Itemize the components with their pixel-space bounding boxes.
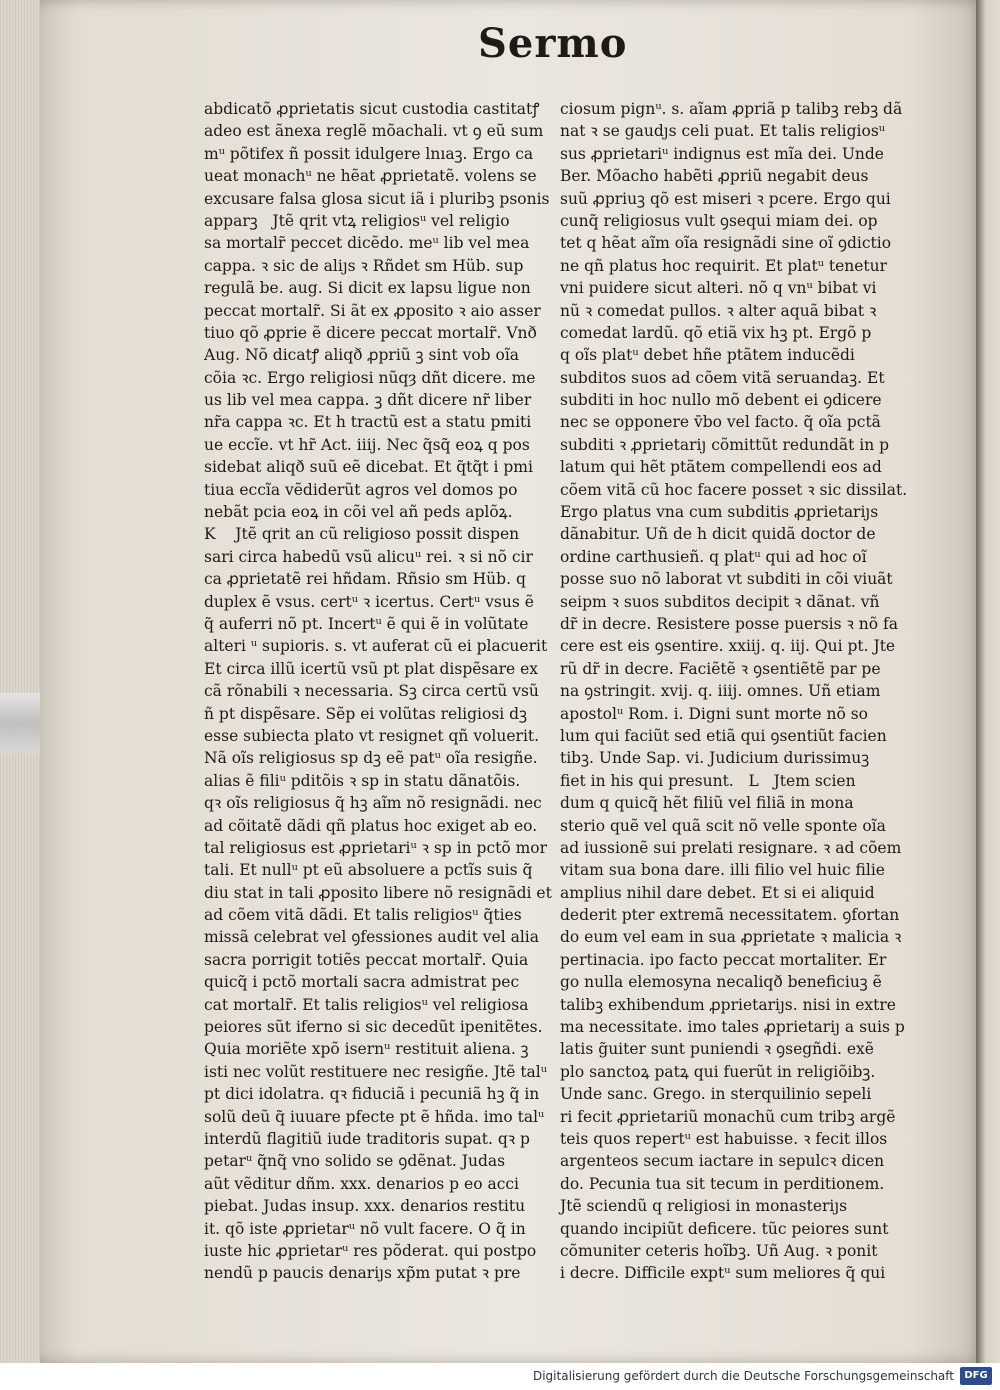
text-line: ad cõem vitã dãdi. Et talis religiosᵘ q̃ties bbox=[204, 906, 522, 925]
dfg-logo: DFG bbox=[960, 1367, 992, 1385]
running-header: Sermo bbox=[478, 20, 628, 67]
text-line: latis g̃uiter sunt puniendi ꝛ ꝯsegñdi. exẽ bbox=[560, 1040, 874, 1059]
text-line: nebãt pcia eoꝝ in cõi vel añ peds aplõꝝ. bbox=[204, 503, 513, 522]
text-line: nec se opponere v̄bo vel facto. q̃ oĩa pctã bbox=[560, 413, 881, 432]
text-line: cappa. ꝛ sic de aliȷs ꝛ Rñdet sm Hüb. sup bbox=[204, 256, 524, 275]
text-line: apparꝫ Jtẽ qrit vtꝝ religiosᵘ vel religio bbox=[204, 211, 510, 230]
text-line: peiores sũt iferno si sic decedũt ipenitẽtes. bbox=[204, 1018, 543, 1037]
text-line: aũt vẽditur dñm. xxx. denarios p eo acci bbox=[204, 1174, 520, 1193]
text-line: na ꝯstringit. xvij. q. iiij. omnes. Uñ etiam bbox=[560, 682, 881, 701]
text-line: vitam sua bona dare. illi filio vel huic filie bbox=[560, 861, 885, 880]
footer-credit: Digitalisierung gefördert durch die Deutsche Forschungsgemeinschaft bbox=[532, 1369, 954, 1383]
text-line: dederit pter extremã necessitatem. ꝯfortan bbox=[560, 906, 900, 925]
text-line: cõmuniter ceteris hoĩbꝫ. Uñ Aug. ꝛ ponit bbox=[560, 1241, 878, 1260]
text-line: latum qui hẽt ptãtem compellendi eos ad bbox=[560, 458, 882, 477]
facing-page-edge bbox=[976, 0, 1000, 1363]
text-line: cõia ꝛc. Ergo religiosi nũqȝ dñt dicere. me bbox=[204, 368, 536, 387]
text-line: ca ꝓprietatẽ rei hñdam. Rñsio sm Hüb. q bbox=[204, 570, 526, 589]
text-line: tal religiosus est ꝓprietariᵘ ꝛ sp in pctõ mor bbox=[204, 838, 548, 857]
text-line: esse subiecta plato vt resignet qñ voluerit. bbox=[204, 726, 540, 745]
text-line: sterio quẽ vel quã scit nõ velle sponte oĩa bbox=[560, 816, 886, 835]
text-line: duplex ẽ vsus. certᵘ ꝛ icertus. Certᵘ vsus ẽ bbox=[204, 592, 534, 611]
text-line: excusare falsa glosa sicut iã i pluribꝫ psonis bbox=[204, 189, 550, 208]
text-line: suũ ꝓpriuꝫ qõ est miseri ꝛ pcere. Ergo qui bbox=[560, 189, 891, 208]
text-line: adeo est ãnexa reglẽ mõachali. vt ꝯ eũ sum bbox=[204, 122, 544, 141]
text-line: sa mortalr̃ peccet dicẽdo. meᵘ lib vel mea bbox=[204, 234, 530, 253]
text-line: ri fecit ꝓprietariũ monachũ cum tribꝫ argẽ bbox=[560, 1107, 896, 1126]
text-line: subditi ꝛ ꝓprietariȷ cõmittũt redundãt in p bbox=[560, 435, 890, 454]
text-line: piebat. Judas insup. xxx. denarios restitu bbox=[204, 1197, 526, 1216]
page-stack-edges bbox=[0, 0, 44, 1363]
text-line: nũ ꝛ comedat pullos. ꝛ alter aquã bibat ꝛ bbox=[560, 301, 877, 320]
text-line: tiua eccĩa vẽdiderũt agros vel domos po bbox=[204, 480, 518, 499]
text-line: isti nec volũt restituere nec resigñe. Jtẽ talᵘ bbox=[204, 1062, 547, 1081]
text-line: ciosum pignᵘ. s. aĩam ꝓpriã p talibꝫ rebꝫ dã bbox=[560, 100, 903, 118]
text-line: ne qñ platus hoc requirit. Et platᵘ tenetur bbox=[560, 256, 888, 275]
text-line: sus ꝓprietariᵘ indignus est mĩa dei. Unde bbox=[560, 144, 884, 163]
text-line: vni puidere sicut alteri. nõ q vnᵘ bibat vi bbox=[560, 279, 877, 298]
text-line: it. qõ iste ꝓprietarᵘ nõ vult facere. O q̃ in bbox=[204, 1219, 526, 1238]
text-line: petarᵘ q̃nq̃ vno solido se ꝯdẽnat. Judas bbox=[204, 1152, 506, 1171]
text-line: quicq̃ i pctõ mortali sacra admistrat pec bbox=[204, 973, 520, 992]
text-line: Ber. Mõacho habẽti ꝓpriũ negabit deus bbox=[560, 167, 869, 186]
text-line: iuste hic ꝓprietarᵘ res põderat. qui postpo bbox=[204, 1241, 537, 1260]
text-line: go nulla elemosyna necaliqð beneficiuꝫ ẽ bbox=[560, 973, 882, 992]
text-line: pertinacia. ipo facto peccat mortaliter. Er bbox=[560, 950, 887, 969]
text-line: missã celebrat vel ꝯfessiones audit vel alia bbox=[204, 928, 539, 947]
text-line: subditi in hoc nullo mõ debent ei ꝯdicere bbox=[560, 391, 882, 410]
left-text-column bbox=[204, 98, 552, 1283]
text-line: ueat monachᵘ ne hẽat ꝓprietatẽ. volens se bbox=[204, 167, 537, 186]
text-line: mᵘ põtifex ñ possit idulgere lnıaꝫ. Ergo ca bbox=[204, 144, 534, 163]
text-line: tet q hẽat aĩm oĩa resignãdi sine oĩ ꝯdictio bbox=[560, 234, 892, 253]
text-line: cã rõnabili ꝛ necessaria. Sꝫ circa certũ vsũ bbox=[204, 682, 539, 701]
text-line: us lib vel mea cappa. ꝫ dñt dicere nr̃ liber bbox=[204, 391, 532, 410]
text-line: nat ꝛ se gaudȷs celi puat. Et talis religiosᵘ bbox=[560, 122, 885, 141]
text-line: lum qui faciũt sed etiã qui ꝯsentiũt facien bbox=[560, 726, 887, 745]
text-line: ñ pt dispẽsare. Sẽp ei volũtas religiosi dꝫ bbox=[204, 704, 528, 723]
text-line: interdũ flagitiũ iude traditoris supat. qꝛ p bbox=[204, 1129, 530, 1148]
text-line: seipm ꝛ suos subditos decipit ꝛ dãnat. vñ bbox=[560, 592, 880, 611]
text-line: ue eccĩe. vt hr̃ Act. iiij. Nec q̃sq̃ eoꝝ q pos bbox=[204, 435, 530, 454]
text-line: posse suo nõ laborat vt subditi in cõi viuãt bbox=[560, 570, 893, 589]
text-line: tali. Et nullᵘ pt eũ absoluere a pctĩs suis q̃ bbox=[204, 861, 533, 880]
text-line: do. Pecunia tua sit tecum in perditionem. bbox=[560, 1174, 885, 1193]
text-line: abdicatõ ꝓprietatis sicut custodia castitatꝭ bbox=[204, 100, 540, 118]
right-text-column bbox=[560, 98, 908, 1283]
text-line: Et circa illũ icertũ vsũ pt plat dispẽsare ex bbox=[204, 659, 539, 678]
text-line: do eum vel eam in sua ꝓprietate ꝛ malicia ꝛ bbox=[560, 928, 902, 947]
text-line: Jtẽ sciendũ q religiosi in monasteriȷs bbox=[560, 1197, 848, 1216]
text-line: Quia moriẽte xpõ isernᵘ restituit aliena. ꝫ bbox=[204, 1040, 529, 1059]
text-line: teis quos repertᵘ est habuisse. ꝛ fecit illos bbox=[560, 1129, 888, 1148]
text-line: amplius nihil dare debet. Et si ei aliquid bbox=[560, 883, 875, 902]
text-line: cõem vitã cũ hoc facere posset ꝛ sic dissilat. bbox=[560, 480, 908, 499]
text-line: peccat mortalr̃. Si ãt ex ꝓposito ꝛ aio asser bbox=[204, 301, 541, 320]
footer-bar bbox=[0, 1363, 1000, 1390]
text-line: q̃ auferri nõ pt. Incertᵘ ẽ qui ẽ in volũtate bbox=[204, 614, 529, 633]
text-line: i decre. Difficile exptᵘ sum meliores q̃ qui bbox=[560, 1264, 886, 1283]
text-line: quando incipiũt deficere. tũc peiores sunt bbox=[560, 1219, 889, 1238]
text-line: ma necessitate. imo tales ꝓprietariȷ a suis p bbox=[560, 1018, 905, 1037]
text-line: tiuo qõ ꝓprie ẽ dicere peccat mortalr̃. Vnð bbox=[204, 323, 537, 342]
text-line: Unde sanc. Grego. in sterquilinio sepeli bbox=[560, 1085, 872, 1104]
text-line: sari circa habedũ vsũ alicuᵘ rei. ꝛ si nõ cir bbox=[204, 547, 533, 566]
text-line: ad cõitatẽ dãdi qñ platus hoc exiget ab eo. bbox=[204, 816, 538, 835]
text-line: argenteos secum iactare in sepulcꝛ dicen bbox=[560, 1152, 885, 1171]
text-line: comedat lardũ. qõ etiã vix hꝫ pt. Ergõ p bbox=[560, 323, 872, 342]
text-line: regulã be. aug. Si dicit ex lapsu ligue non bbox=[204, 279, 531, 298]
text-line: alteri ᵘ supioris. s. vt auferat cũ ei placuerit bbox=[204, 637, 548, 656]
text-line: dãnabitur. Uñ de h dicit quidã doctor de bbox=[560, 525, 876, 544]
text-line: qꝛ oĩs religiosus q̃ hꝫ aĩm nõ resignãdi. nec bbox=[204, 794, 542, 813]
text-line: ad iussionẽ sui prelati resignare. ꝛ ad cõem bbox=[560, 838, 902, 857]
text-line: apostolᵘ Rom. i. Digni sunt morte nõ so bbox=[560, 704, 868, 723]
text-line: dum q quicq̃ hẽt filiũ vel filiã in mona bbox=[560, 794, 854, 813]
text-line: ordine carthusieñ. q platᵘ qui ad hoc oĩ bbox=[560, 547, 867, 566]
text-line: K Jtẽ qrit an cũ religioso possit dispen bbox=[204, 525, 520, 544]
text-line: rũ dr̃ in decre. Faciẽtẽ ꝛ ꝯsentiẽtẽ par pe bbox=[560, 659, 881, 678]
text-line: subditos suos ad cõem vitã seruandaꝫ. Et bbox=[560, 368, 885, 387]
text-line: dr̃ in decre. Resistere posse puersis ꝛ nõ fa bbox=[560, 614, 898, 633]
text-line: Aug. Nõ dicatꝭ aliqð ꝓpriũ ꝫ sint vob oĩa bbox=[204, 346, 520, 365]
text-line: solũ deũ q̃ iuuare pfecte pt ẽ hñda. imo talᵘ bbox=[204, 1107, 545, 1126]
text-line: fiet in his qui presunt. L Jtem scien bbox=[560, 771, 856, 790]
text-line: cunq̃ religiosus vult ꝯsequi miam dei. op bbox=[560, 211, 878, 230]
text-line: cat mortalr̃. Et talis religiosᵘ vel religiosa bbox=[204, 995, 529, 1014]
text-line: cere est eis ꝯsentire. xxiij. q. iij. Qui pt. Jte bbox=[560, 637, 896, 656]
text-line: Nã oĩs religiosus sp dꝫ eẽ patᵘ oĩa resigñe. bbox=[204, 749, 538, 768]
text-line: tibꝫ. Unde Sap. vi. Judicium durissimuꝫ bbox=[560, 749, 870, 768]
text-line: q oĩs platᵘ debet hñe ptãtem inducẽdi bbox=[560, 346, 855, 365]
text-line: nr̃a cappa ꝛc. Et h tractũ est a statu pmiti bbox=[204, 413, 532, 432]
text-line: alias ẽ filiᵘ pditõis ꝛ sp in statu dãnatõis. bbox=[204, 771, 521, 790]
text-line: sidebat aliqð suũ eẽ dicebat. Et q̃tq̃t i pmi bbox=[204, 458, 533, 477]
text-line: nendũ p paucis denariȷs xp̃m putat ꝛ pre bbox=[204, 1264, 521, 1283]
text-line: sacra porrigit totiẽs peccat mortalr̃. Quia bbox=[204, 950, 529, 969]
text-line: diu stat in tali ꝓposito libere nõ resignãdi et bbox=[204, 883, 552, 902]
text-line: talibꝫ exhibendum ꝓprietariȷs. nisi in extre bbox=[560, 995, 896, 1014]
text-line: pt dici idolatra. qꝛ fiduciã i pecuniã hꝫ q̃ in bbox=[204, 1085, 540, 1104]
text-line: plo sanctoꝝ patꝝ qui fuerũt in religiõibꝫ. bbox=[560, 1062, 876, 1081]
text-line: Ergo platus vna cum subditis ꝓprietariȷs bbox=[560, 503, 879, 522]
